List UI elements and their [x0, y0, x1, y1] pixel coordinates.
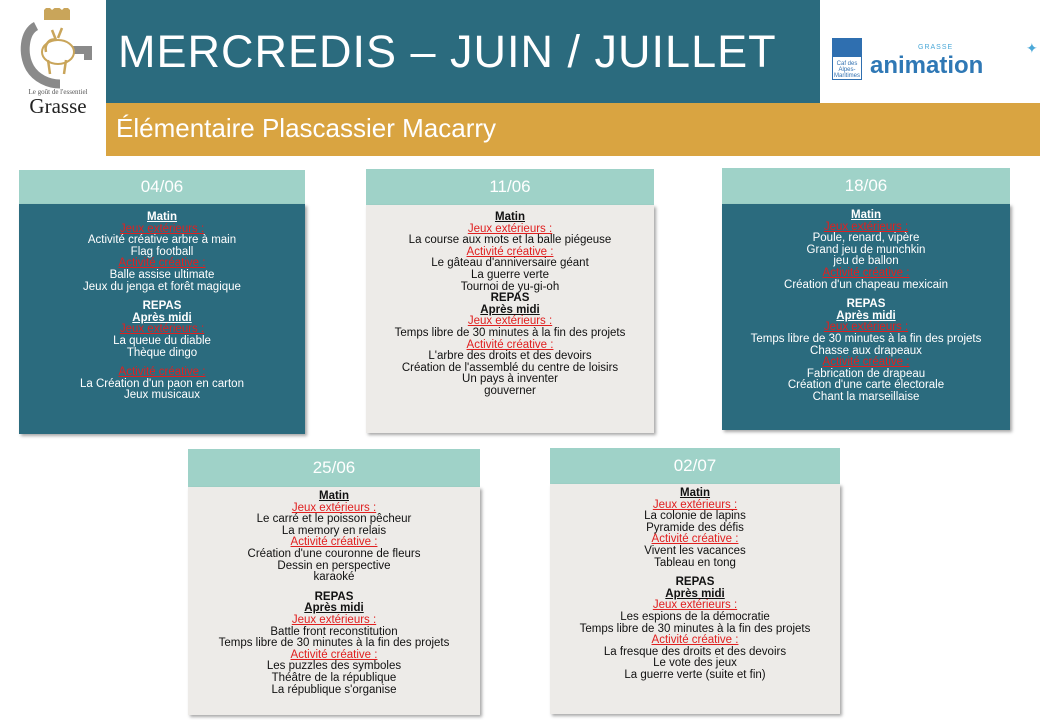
activity-item: Création de l'assemblé du centre de loisirs	[401, 361, 619, 374]
activity-item: La guerre verte (suite et fin)	[624, 668, 766, 681]
activity-item: Tableau en tong	[654, 556, 736, 569]
activity-item: La guerre verte	[471, 268, 549, 281]
card-date: 11/06	[366, 169, 654, 205]
day-card-2506	[188, 449, 482, 719]
lunch-heading: REPAS	[314, 590, 354, 603]
grasse-crest-icon	[14, 8, 102, 90]
activity-item: Fabrication de drapeau	[806, 367, 926, 380]
creative-activity-label: Activité créative :	[118, 366, 206, 379]
day-card-0406	[19, 170, 307, 438]
grasse-logo	[14, 8, 102, 118]
activity-item: Jeux du jenga et forêt magique	[83, 280, 241, 293]
activity-item: Création d'une couronne de fleurs	[247, 547, 421, 560]
outdoor-games-label: Jeux extérieurs :	[652, 599, 738, 612]
activity-item: Pyramide des défis	[646, 521, 744, 534]
outdoor-games-label: Jeux extérieurs :	[119, 222, 205, 235]
morning-heading: Matin	[850, 209, 882, 221]
activity-item: Dessin en perspective	[277, 559, 391, 572]
creative-activity-label: Activité créative :	[466, 338, 554, 351]
animation-logo-word: animation	[870, 52, 984, 79]
activity-item: Théâtre de la république	[271, 671, 397, 684]
partner-logos	[832, 38, 1038, 82]
card-body	[188, 487, 480, 715]
activity-item: jeu de ballon	[833, 255, 899, 268]
logo-tagline: Le goût de l'essentiel	[28, 88, 88, 96]
activity-item: gouverner	[484, 384, 536, 397]
activity-item: Temps libre de 30 minutes à la fin des projets	[218, 637, 450, 650]
outdoor-games-label: Jeux extérieurs :	[291, 613, 377, 626]
activity-item: Thèque dingo	[126, 346, 198, 359]
afternoon-heading: Après midi	[665, 587, 725, 600]
morning-heading: Matin	[494, 211, 526, 223]
page-title: MERCREDIS – JUIN / JUILLET	[118, 26, 777, 77]
activity-item: La république s'organise	[271, 683, 397, 696]
card-body	[19, 204, 305, 434]
lunch-heading: REPAS	[142, 300, 182, 313]
activity-item: Temps libre de 30 minutes à la fin des projets	[394, 326, 626, 339]
activity-item: Les espions de la démocratie	[620, 610, 770, 623]
morning-heading: Matin	[318, 490, 350, 502]
activity-item: Le carré et le poisson pêcheur	[256, 513, 412, 526]
afternoon-heading: Après midi	[304, 602, 364, 615]
card-body	[550, 484, 840, 714]
activity-item: La fresque des droits et des devoirs	[603, 645, 787, 658]
activity-item: Un pays à inventer	[462, 373, 558, 386]
card-date: 25/06	[188, 449, 480, 487]
animation-logo-grasse: GRASSE	[918, 44, 954, 51]
activity-item: L'arbre des droits et des devoirs	[428, 350, 592, 363]
activity-item: Tournoi de yu-gi-oh	[460, 280, 560, 293]
creative-activity-label: Activité créative :	[466, 245, 554, 258]
activity-item: La colonie de lapins	[644, 510, 746, 523]
creative-activity-label: Activité créative :	[651, 533, 739, 546]
creative-activity-label: Activité créative :	[290, 648, 378, 661]
activity-item: karaoké	[313, 571, 355, 584]
activity-item: Flag football	[130, 245, 194, 258]
activity-item: La course aux mots et la balle piégeuse	[408, 234, 612, 247]
activity-item: Activité créative arbre à main	[87, 234, 237, 247]
card-date: 04/06	[19, 170, 305, 204]
day-card-0207	[550, 448, 842, 718]
lunch-heading: REPAS	[675, 576, 715, 589]
activity-item: Jeux musicaux	[123, 389, 201, 402]
afternoon-heading: Après midi	[836, 309, 896, 322]
outdoor-games-label: Jeux extérieurs :	[652, 498, 738, 511]
title-bar	[106, 0, 820, 103]
card-body	[722, 204, 1010, 430]
activity-item: La memory en relais	[281, 524, 387, 537]
creative-activity-label: Activité créative :	[651, 634, 739, 647]
afternoon-heading: Après midi	[480, 303, 540, 316]
caf-emblem-icon	[833, 39, 861, 57]
activity-item: Les puzzles des symboles	[266, 660, 402, 673]
creative-activity-label: Activité créative :	[118, 257, 206, 270]
creative-activity-label: Activité créative :	[822, 356, 910, 369]
activity-item: Le vote des jeux	[653, 657, 737, 670]
sparkle-icon: ✦	[1026, 40, 1038, 56]
activity-item: La Création d'un paon en carton	[80, 377, 244, 390]
creative-activity-label: Activité créative :	[290, 536, 378, 549]
activity-item: Balle assise ultimate	[109, 268, 215, 281]
outdoor-games-label: Jeux extérieurs :	[823, 321, 909, 334]
creative-activity-label: Activité créative :	[822, 266, 910, 279]
card-body	[366, 205, 654, 433]
card-date: 18/06	[722, 168, 1010, 204]
activity-item: Chasse aux drapeaux	[810, 344, 922, 357]
activity-item: Création d'un chapeau mexicain	[784, 278, 948, 291]
activity-item: La queue du diable	[113, 334, 211, 347]
morning-heading: Matin	[679, 487, 711, 499]
activity-item: Temps libre de 30 minutes à la fin des projets	[750, 332, 982, 345]
activity-item: Poule, renard, vipère	[812, 232, 920, 245]
card-date: 02/07	[550, 448, 840, 484]
afternoon-heading: Après midi	[132, 311, 192, 324]
activity-item: Temps libre de 30 minutes à la fin des projets	[579, 622, 811, 635]
subtitle-bar	[106, 103, 1040, 156]
day-card-1106	[366, 169, 656, 437]
activity-item: Battle front reconstitution	[270, 625, 398, 638]
page-subtitle: Élémentaire Plascassier Macarry	[116, 113, 497, 143]
activity-item: Grand jeu de munchkin	[806, 243, 926, 256]
lunch-heading: REPAS	[490, 292, 530, 305]
caf-logo-text: Caf des Alpes-Maritimes	[833, 61, 860, 79]
activity-item: Création d'une carte électorale	[787, 379, 945, 392]
caf-logo	[832, 38, 862, 80]
day-card-1806	[722, 168, 1012, 434]
outdoor-games-label: Jeux extérieurs :	[291, 501, 377, 514]
outdoor-games-label: Jeux extérieurs :	[823, 220, 909, 233]
outdoor-games-label: Jeux extérieurs :	[119, 323, 205, 336]
morning-heading: Matin	[146, 211, 178, 223]
activity-item: Le gâteau d'anniversaire géant	[431, 257, 589, 270]
activity-item: Chant la marseillaise	[812, 390, 920, 403]
activity-item: Vivent les vacances	[644, 544, 746, 557]
logo-city: Grasse	[29, 94, 87, 118]
outdoor-games-label: Jeux extérieurs :	[467, 222, 553, 235]
lunch-heading: REPAS	[846, 298, 886, 311]
outdoor-games-label: Jeux extérieurs :	[467, 315, 553, 328]
